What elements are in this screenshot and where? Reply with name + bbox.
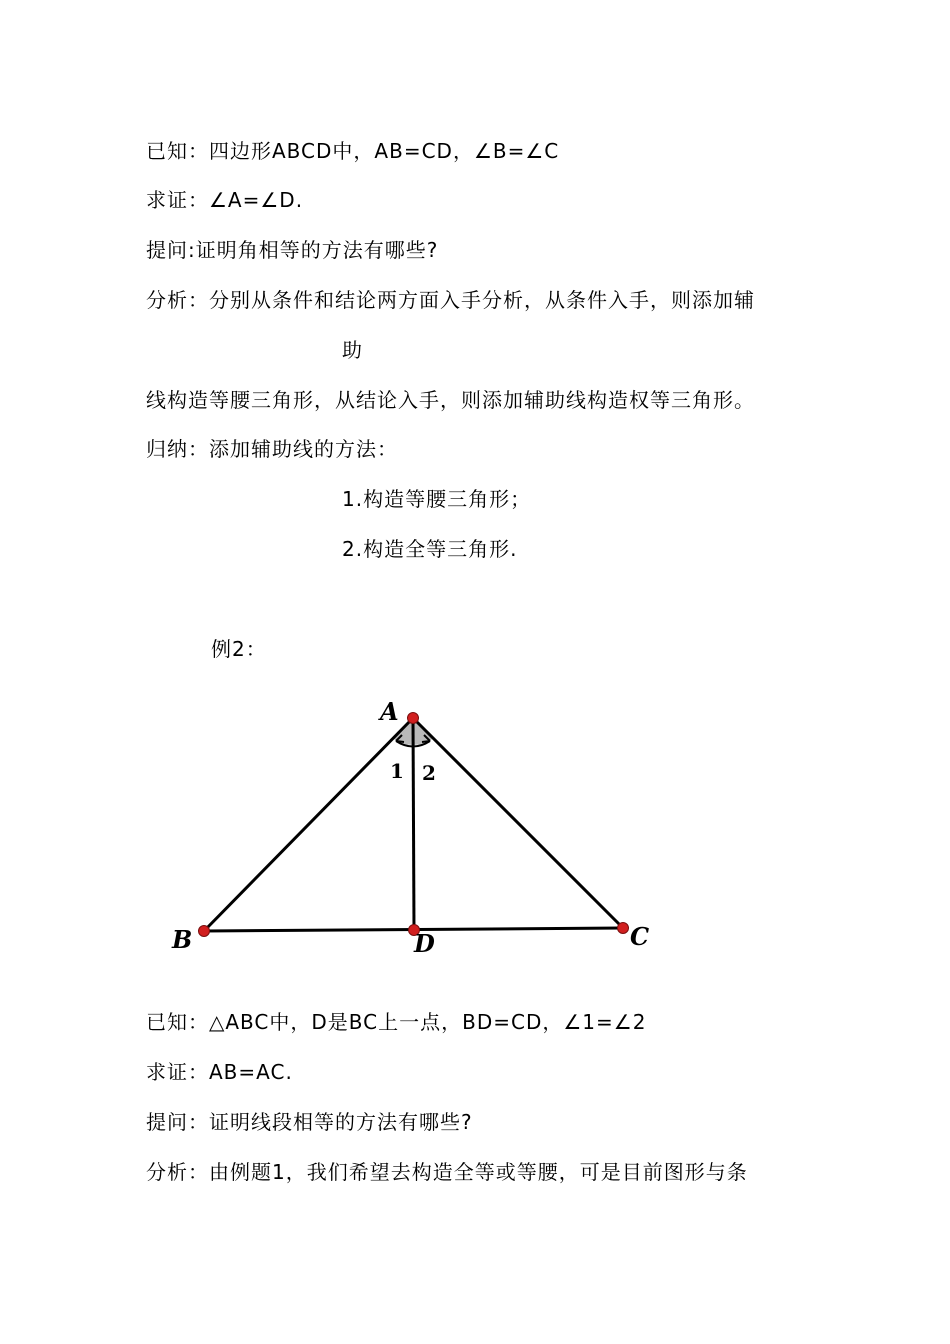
- summary-title: 归纳：添加辅助线的方法：: [146, 437, 398, 461]
- point-c: [618, 923, 629, 934]
- label-angle-1: 1: [390, 759, 404, 783]
- side-ab: [204, 718, 413, 931]
- given-text-1: 已知：四边形ABCD中，AB=CD，∠B=∠C: [146, 139, 560, 163]
- point-b: [199, 926, 210, 937]
- segment-ad: [413, 718, 414, 930]
- triangle-figure: [160, 690, 680, 970]
- summary-item-2: 2.构造全等三角形.: [342, 537, 518, 561]
- label-a: A: [380, 697, 399, 726]
- analysis-text-1-cont: 线构造等腰三角形，从结论入手，则添加辅助线构造权等三角形。: [146, 388, 755, 412]
- question-text-2: 提问：证明线段相等的方法有哪些?: [146, 1110, 473, 1134]
- given-text-2: 已知：△ABC中，D是BC上一点，BD=CD，∠1=∠2: [146, 1010, 647, 1034]
- label-d: D: [414, 929, 435, 958]
- analysis-text-1: 分析：分别从条件和结论两方面入手分析，从条件入手，则添加辅: [146, 288, 755, 312]
- analysis-text-1-wrap: 助: [342, 338, 363, 362]
- prove-text-1: 求证：∠A=∠D.: [146, 188, 304, 212]
- label-b: B: [172, 925, 193, 954]
- side-ac: [413, 718, 623, 928]
- analysis-text-2: 分析：由例题1，我们希望去构造全等或等腰，可是目前图形与条: [146, 1160, 748, 1184]
- summary-item-1: 1.构造等腰三角形；: [342, 487, 532, 511]
- label-c: C: [630, 922, 650, 951]
- example-2-heading: 例2：: [211, 637, 267, 661]
- triangle-diagram: [160, 690, 680, 970]
- prove-text-2: 求证：AB=AC.: [146, 1060, 293, 1084]
- question-text-1: 提问:证明角相等的方法有哪些?: [146, 238, 439, 262]
- point-a: [408, 713, 419, 724]
- label-angle-2: 2: [422, 761, 436, 785]
